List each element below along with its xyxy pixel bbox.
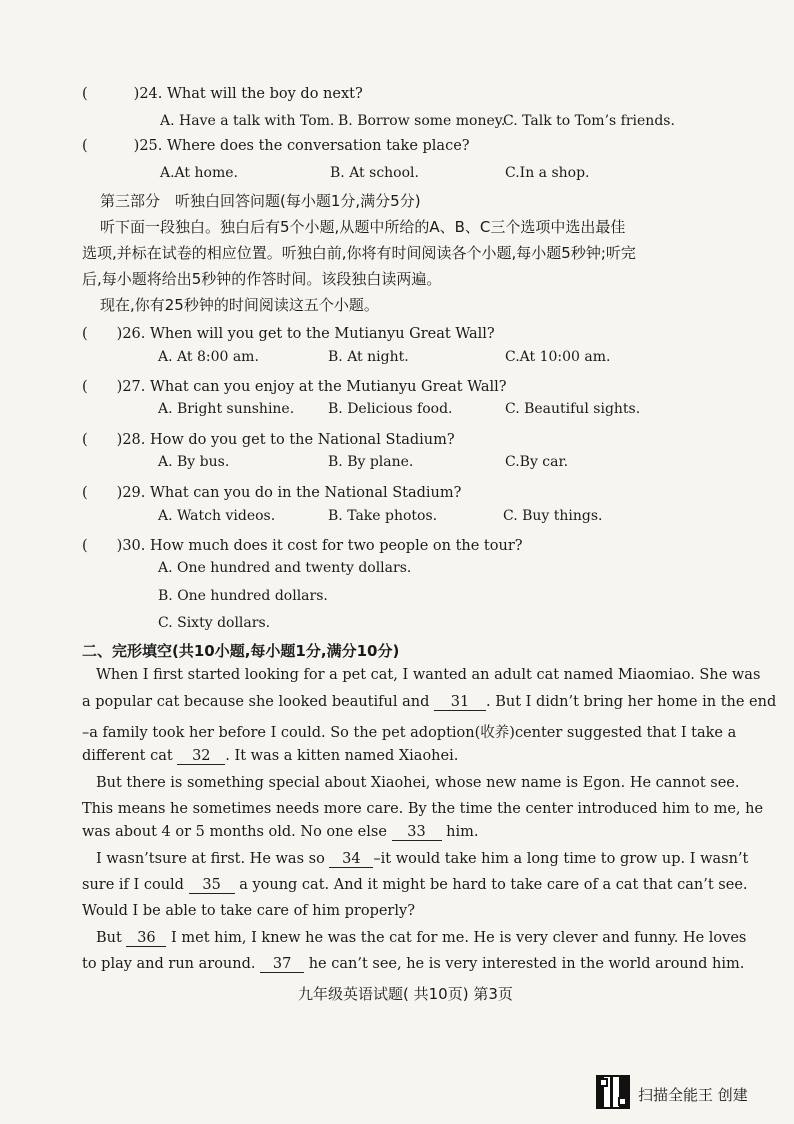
cloze-p3-line1: I wasn’tsure at first. He was so 34 –it would take him a long time to grow up. I wasn’t xyxy=(96,851,749,867)
q30-option-b: B. One hundred dollars. xyxy=(158,588,328,604)
q26-option-a: A. At 8:00 am. xyxy=(158,349,259,365)
q24-option-c: C. Talk to Tom’s friends. xyxy=(503,113,675,129)
cloze-p1-line3: –a family took her before I could. So the pet adoption(收养)center suggested that I take a xyxy=(82,725,737,741)
cloze-p4-line1: But 36 I met him, I knew he was the cat for me. He is very clever and funny. He loves xyxy=(96,930,747,946)
question-25-text: )25. Where does the conversation take place? xyxy=(133,138,470,154)
blank-35: 35 xyxy=(189,877,235,894)
blank-32: 32 xyxy=(177,748,225,765)
q28-option-c: C.By car. xyxy=(505,454,569,470)
question-29: ( )29. What can you do in the National Stadium? xyxy=(82,485,462,501)
cloze-p2-line3: was about 4 or 5 months old. No one else 33 him. xyxy=(82,824,479,840)
q24-option-b: B. Borrow some money. xyxy=(338,113,506,129)
question-27: ( )27. What can you enjoy at the Mutianyu Great Wall? xyxy=(82,379,507,395)
question-26: ( )26. When will you get to the Mutianyu Great Wall? xyxy=(82,326,495,342)
part3-instruction-2: 选项,并标在试卷的相应位置。听独白前,你将有时间阅读各个小题,每小题5秒钟;听完 xyxy=(82,244,636,262)
part3-heading: 第三部分 听独白回答问题(每小题1分,满分5分) xyxy=(100,192,421,210)
q25-option-b: B. At school. xyxy=(330,165,419,181)
cloze-p1-line2: a popular cat because she looked beautiful and 31 . But I didn’t bring her home in the end xyxy=(82,694,777,710)
q27-option-b: B. Delicious food. xyxy=(328,401,453,417)
q30-option-c: C. Sixty dollars. xyxy=(158,615,271,631)
part3-read-time: 现在,你有25秒钟的时间阅读这五个小题。 xyxy=(100,296,379,314)
cloze-p3-line3: Would I be able to take care of him properly? xyxy=(82,903,415,919)
cloze-p4-line2: to play and run around. 37 he can’t see, he is very interested in the world around him. xyxy=(82,956,745,972)
page-footer-label: 九年级英语试题( 共10页) 第3页 xyxy=(298,985,513,1003)
q25-option-a: A.At home. xyxy=(160,165,238,181)
cloze-heading: 二、完形填空(共10小题,每小题1分,满分10分) xyxy=(82,642,400,660)
question-24: ( )24. What will the boy do next? xyxy=(82,86,363,102)
cloze-p2-line1: But there is something special about Xiaohei, whose new name is Egon. He cannot see. xyxy=(96,775,740,791)
q24-option-a: A. Have a talk with Tom. xyxy=(160,113,335,129)
qr-code-icon xyxy=(596,1075,630,1109)
q27-option-c: C. Beautiful sights. xyxy=(505,401,641,417)
cloze-p1-line4: different cat 32 . It was a kitten named Xiaohei. xyxy=(82,748,459,764)
cloze-p3-line2: sure if I could 35 a young cat. And it might be hard to take care of a cat that can’t see. xyxy=(82,877,748,893)
q26-option-b: B. At night. xyxy=(328,349,409,365)
q29-option-b: B. Take photos. xyxy=(328,508,438,524)
q30-option-a: A. One hundred and twenty dollars. xyxy=(158,560,412,576)
part3-instruction-3: 后,每小题将给出5秒钟的作答时间。该段独白读两遍。 xyxy=(82,270,442,288)
q27-option-a: A. Bright sunshine. xyxy=(158,401,295,417)
blank-34: 34 xyxy=(329,851,373,868)
q28-option-a: A. By bus. xyxy=(158,454,230,470)
q28-option-b: B. By plane. xyxy=(328,454,414,470)
question-28: ( )28. How do you get to the National Stadium? xyxy=(82,432,455,448)
cloze-p1-line1: When I first started looking for a pet cat, I wanted an adult cat named Miaomiao. She was xyxy=(96,667,761,683)
question-30: ( )30. How much does it cost for two people on the tour? xyxy=(82,538,523,554)
q29-option-c: C. Buy things. xyxy=(503,508,603,524)
question-25: ( )25. Where does the conversation take place? xyxy=(82,138,470,154)
q26-option-c: C.At 10:00 am. xyxy=(505,349,611,365)
question-24-text: )24. What will the boy do next? xyxy=(133,86,363,102)
q29-option-a: A. Watch videos. xyxy=(158,508,276,524)
q25-option-c: C.In a shop. xyxy=(505,165,590,181)
blank-31: 31 xyxy=(434,694,486,711)
scanner-watermark: 扫描全能王 创建 xyxy=(638,1086,748,1104)
cloze-p2-line2: This means he sometimes needs more care. By the time the center introduced him to me, he xyxy=(82,801,764,817)
part3-instruction-1: 听下面一段独白。独白后有5个小题,从题中所给的A、B、C三个选项中选出最佳 xyxy=(100,218,626,236)
blank-33: 33 xyxy=(392,824,442,841)
blank-36: 36 xyxy=(126,930,166,947)
blank-37: 37 xyxy=(260,956,304,973)
